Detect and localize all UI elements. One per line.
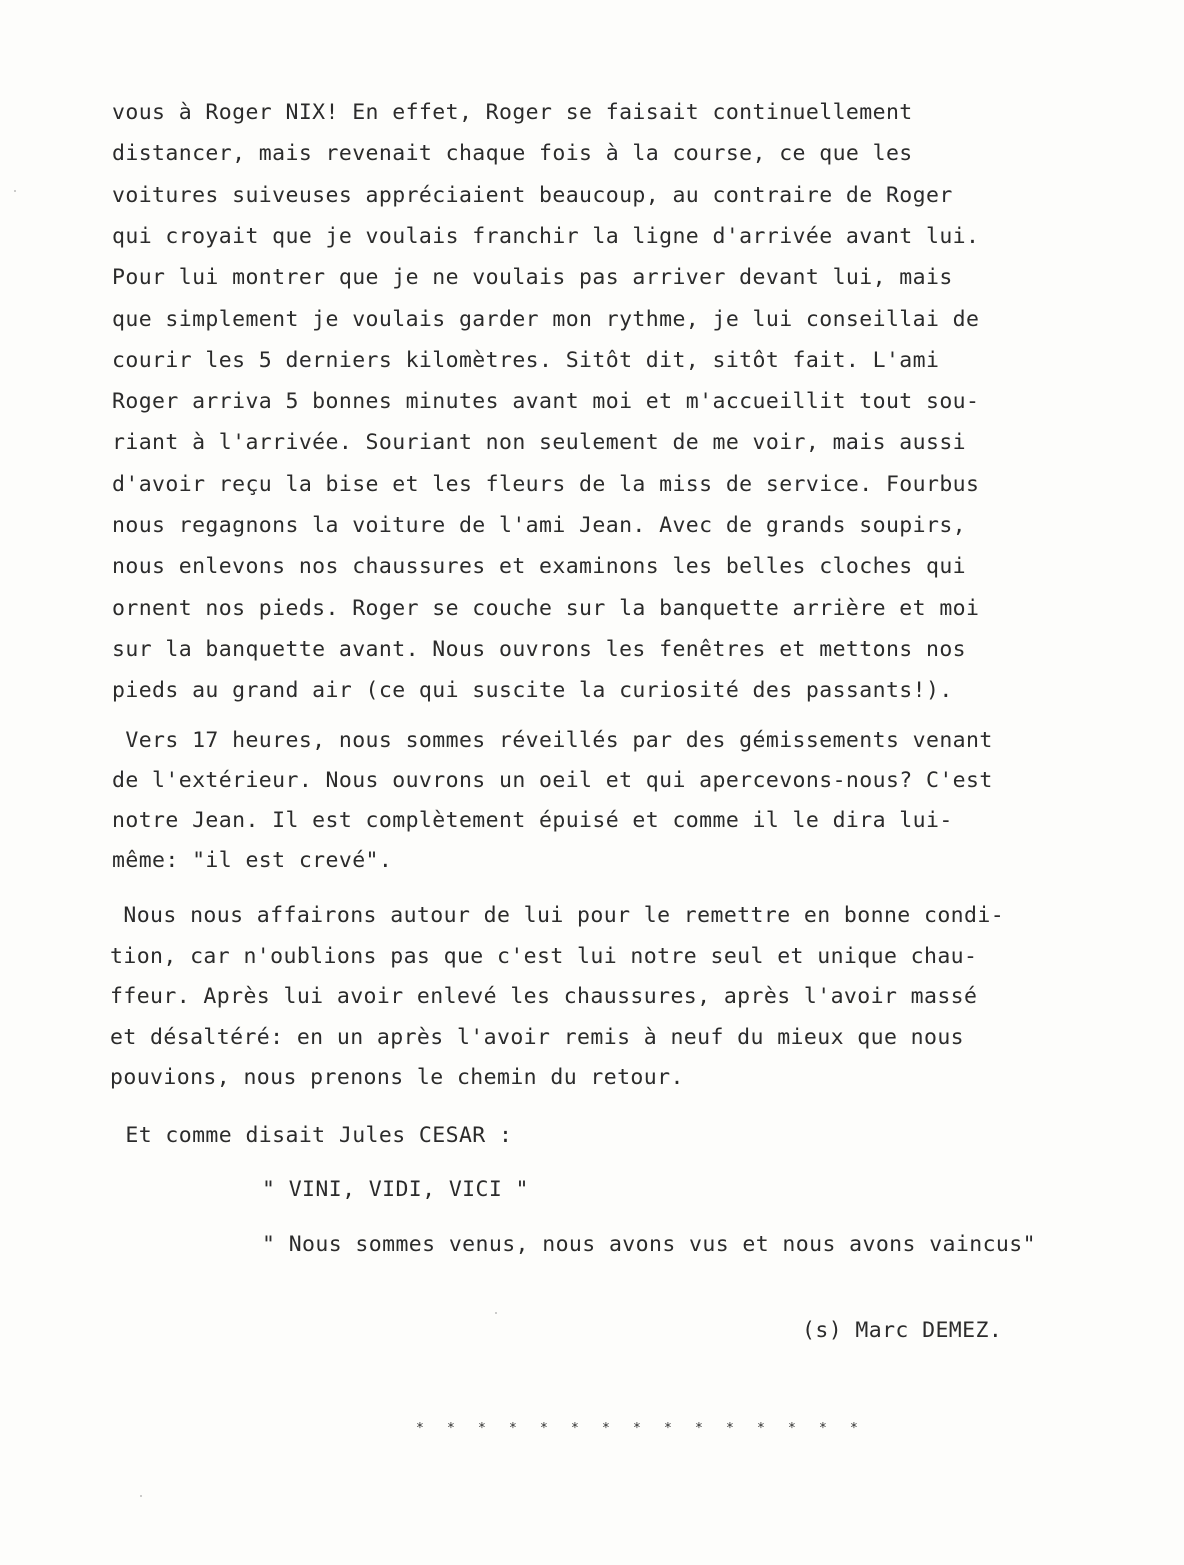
separator-star: * [850,1421,859,1436]
text-line: " VINI, VIDI, VICI " [262,1177,529,1202]
text-line: tion, car n'oublions pas que c'est lui notre seul et unique chau- [110,943,978,969]
text-line: et désaltéré: en un après l'avoir remis à neuf du mieux que nous [110,1024,965,1050]
separator-star: * [571,1421,580,1436]
separator-star: * [726,1421,735,1436]
separator-star: * [757,1421,766,1436]
separator-star: * [509,1421,518,1436]
text-line: nous enlevons nos chaussures et examinons les belles cloches qui [112,554,967,580]
text-line: vous à Roger NIX! En effet, Roger se faisait continuellement [112,100,913,125]
separator-star: * [788,1421,797,1436]
text-line: sur la banquette avant. Nous ouvrons les fenêtres et mettons nos [112,636,967,662]
separator-star: * [819,1421,828,1436]
text-line: d'avoir reçu la bise et les fleurs de la miss de service. Fourbus [112,471,980,497]
text-line: Vers 17 heures, nous sommes réveillés par des gémissements venant [112,728,993,753]
text-line: courir les 5 derniers kilomètres. Sitôt dit, sitôt fait. L'ami [112,347,940,373]
separator-star: * [478,1421,487,1436]
text-line: Et comme disait Jules CESAR : [112,1123,513,1148]
paper-speck [14,190,16,192]
text-line: même: "il est crevé". [112,848,393,873]
separator-star: * [664,1421,673,1436]
separator-star: * [695,1421,704,1436]
text-line: Nous nous affairons autour de lui pour le remettre en bonne condi- [110,903,1005,928]
text-line: " Nous sommes venus, nous avons vus et nous avons vaincus" [262,1232,1036,1257]
text-line: riant à l'arrivée. Souriant non seulement de me voir, mais aussi [112,430,967,456]
text-line: qui croyait que je voulais franchir la ligne d'arrivée avant lui. [112,223,980,249]
text-line: notre Jean. Il est complètement épuisé et comme il le dira lui- [112,808,953,833]
text-line: de l'extérieur. Nous ouvrons un oeil et qui apercevons-nous? C'est [112,768,993,793]
text-line: pouvions, nous prenons le chemin du retour. [110,1065,684,1090]
separator-star: * [447,1421,456,1436]
text-line: nous regagnons la voiture de l'ami Jean. Avec de grands soupirs, [112,513,967,538]
separator-star: * [633,1421,642,1436]
text-line: Pour lui montrer que je ne voulais pas arriver devant lui, mais [112,265,953,291]
text-line: voitures suiveuses appréciaient beaucoup, au contraire de Roger [112,182,953,208]
separator-star: * [540,1421,549,1436]
text-line: ffeur. Après lui avoir enlevé les chaussures, après l'avoir massé [110,984,978,1009]
text-line: ornent nos pieds. Roger se couche sur la banquette arrière et moi [112,595,980,621]
separator-star: * [602,1421,611,1436]
signature: (s) Marc DEMEZ. [802,1318,1003,1343]
separator-stars [0,1422,1184,1442]
text-line: que simplement je voulais garder mon rythme, je lui conseillai de [112,306,980,332]
text-line: Roger arriva 5 bonnes minutes avant moi et m'accueillit tout sou- [112,389,980,415]
text-line: distancer, mais revenait chaque fois à la course, ce que les [112,141,913,167]
text-line: pieds au grand air (ce qui suscite la curiosité des passants!). [112,678,953,704]
separator-star: * [416,1421,425,1436]
paper-speck [140,1495,142,1497]
paper-speck [495,1312,497,1314]
